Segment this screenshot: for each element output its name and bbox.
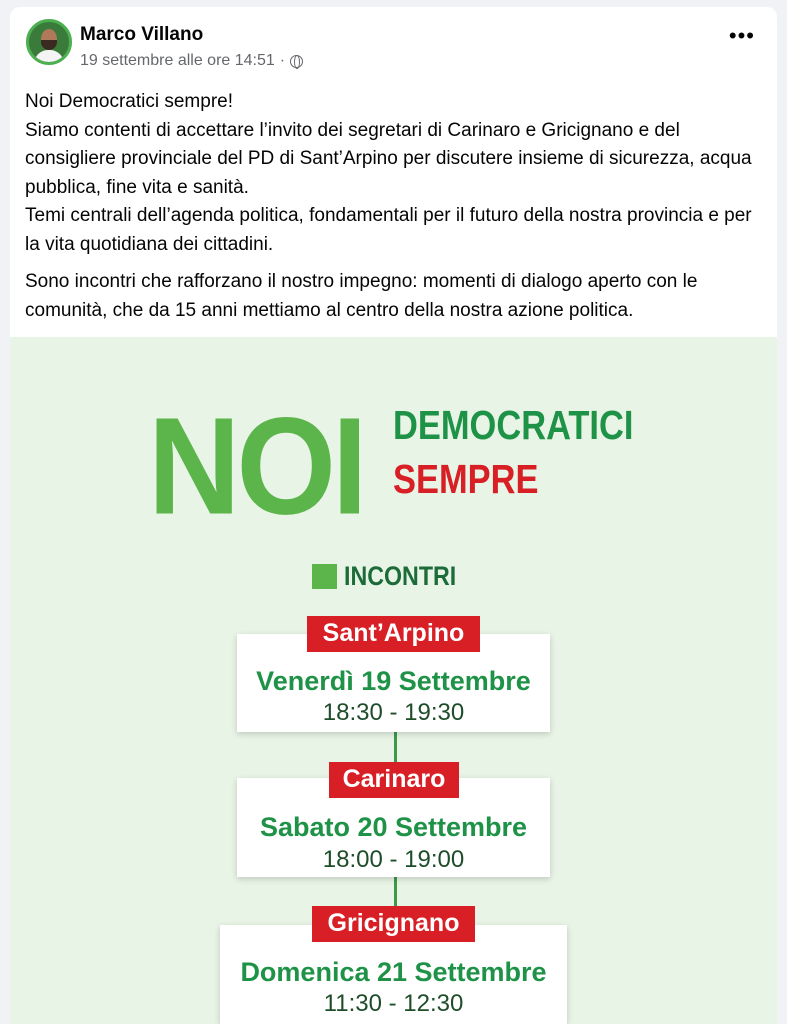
post-image[interactable] <box>10 337 777 1024</box>
poster-incontri: INCONTRI <box>344 561 457 591</box>
event-location: Carinaro <box>329 762 459 798</box>
post-line: Noi Democratici sempre! <box>25 91 233 112</box>
post-paragraph: Sono incontri che rafforzano il nostro impegno: momenti di dialogo aperto con le comunità, che da 15 anni mettiamo al centro della nostra azione politica. <box>25 271 698 321</box>
avatar-beard <box>41 40 57 50</box>
poster-democratici: DEMOCRATICI <box>393 402 634 448</box>
event-time: 18:00 - 19:00 <box>322 846 465 873</box>
post-paragraph <box>25 88 765 259</box>
post-header <box>10 7 777 75</box>
incontri-square <box>312 564 337 589</box>
event-time: 11:30 - 12:30 <box>323 990 464 1017</box>
event-location: Sant’Arpino <box>307 616 480 652</box>
avatar[interactable] <box>26 19 72 65</box>
author-name[interactable]: Marco Villano <box>80 24 204 45</box>
event-time: 18:30 - 19:30 <box>322 699 465 726</box>
meta-separator: · <box>279 52 286 69</box>
post-card <box>10 7 777 1024</box>
event-location: Gricignano <box>312 906 475 942</box>
globe-icon[interactable] <box>290 55 303 68</box>
post-line: Temi centrali dell’agenda politica, fondamentali per il futuro della nostra provincia e per la vita quotidiana dei cittadini. <box>25 205 752 255</box>
post-timestamp[interactable]: 19 settembre alle ore 14:51 <box>80 52 275 69</box>
event-day: Sabato 20 Settembre <box>259 812 528 842</box>
more-options-icon[interactable]: ••• <box>728 23 755 48</box>
post-meta <box>80 52 303 70</box>
poster-noi: NOI <box>148 389 364 544</box>
post-text <box>25 88 765 325</box>
event-day: Venerdì 19 Settembre <box>256 666 531 696</box>
avatar-body <box>34 50 64 65</box>
poster-sempre: SEMPRE <box>393 456 539 502</box>
event-day: Domenica 21 Settembre <box>240 957 547 987</box>
post-line: Siamo contenti di accettare l’invito dei segretari di Carinaro e Gricignano e del consigliere provinciale del PD di Sant’Arpino per discutere insieme di sicurezza, acqua pubblica, fine vita e sanità. <box>25 119 752 198</box>
